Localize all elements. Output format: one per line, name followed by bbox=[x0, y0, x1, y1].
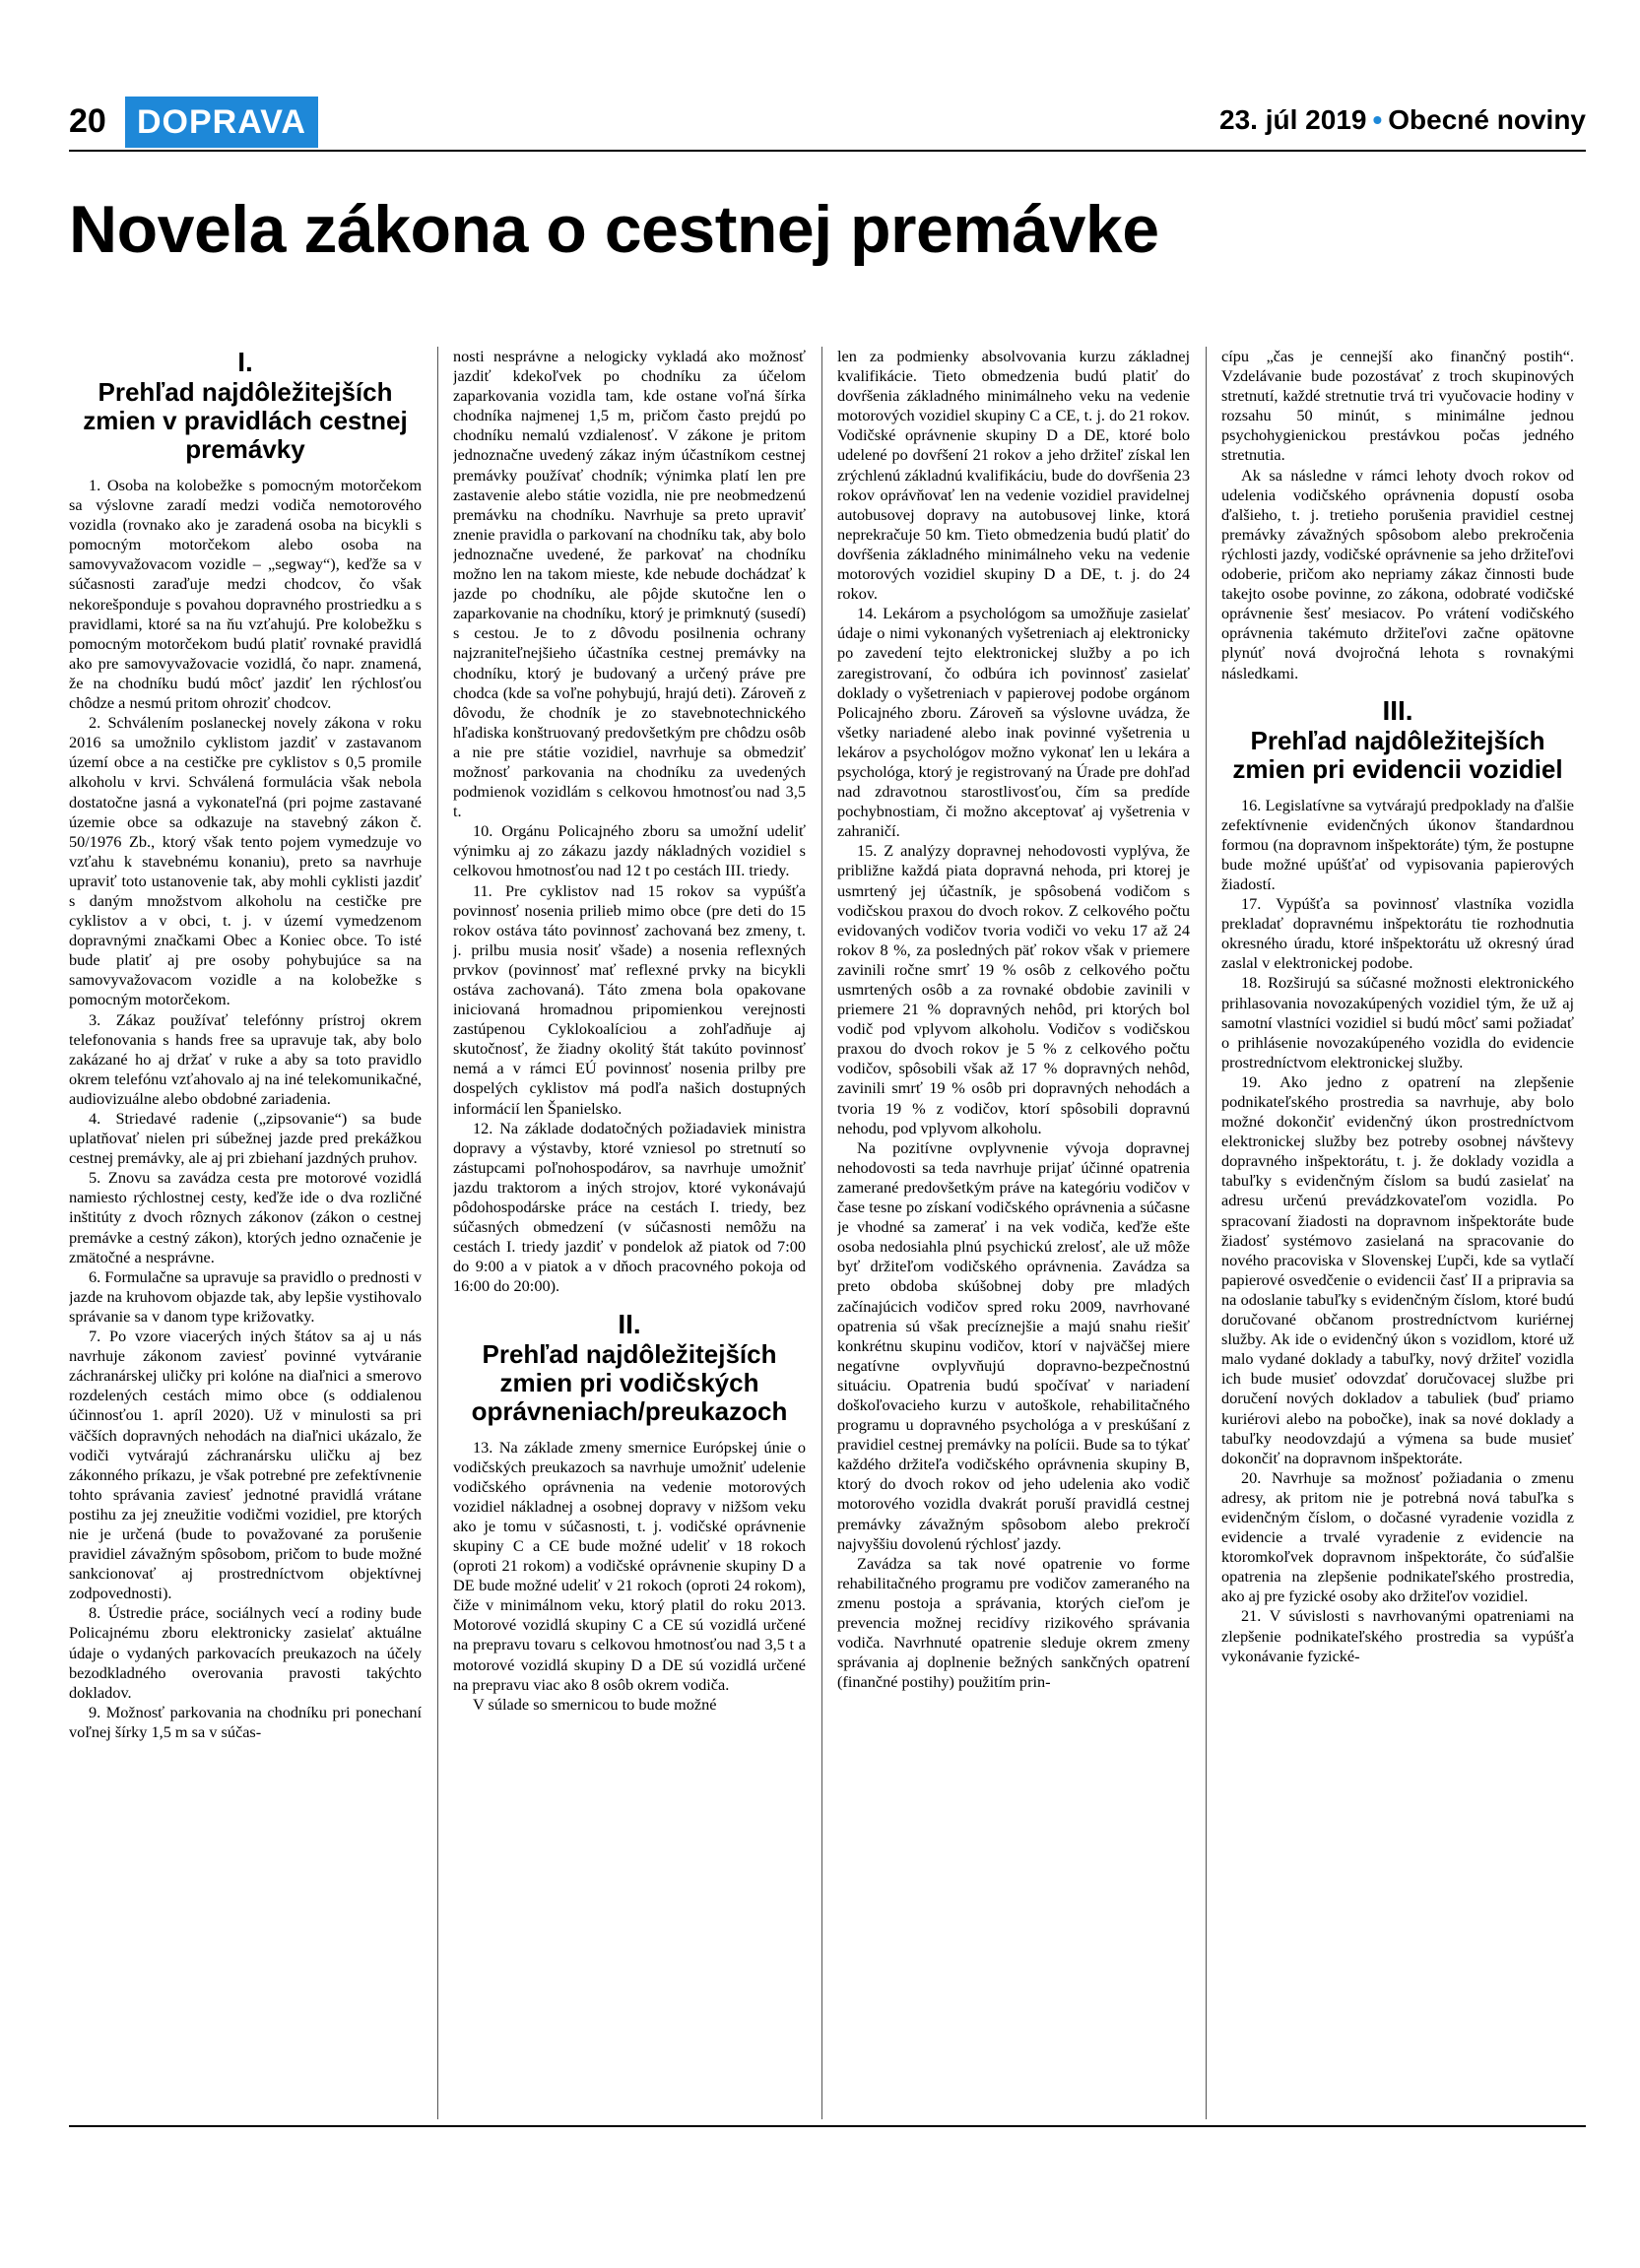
section-heading-1 bbox=[69, 347, 422, 464]
paragraph: Ak sa následne v rámci lehoty dvoch rokov od udelenia vodičského oprávnenia dopustí osoba ďalšieho, t. j. tretieho porušenia pravidiel cestnej premávky závažných spôsobom alebo prekročenia rýchlosti jazdy, vodičské oprávnenie sa jeho držiteľovi odoberie, pričom ako nepriamy zákaz činnosti bude takejto osobe povinne, zo zákona, odobraté vodičské oprávnenie šesť mesiacov. Po vrátení vodičského oprávnenia takémuto držiteľovi začne opätovne plynúť nová dvojročná lehota s rovnakými následkami. bbox=[1221, 465, 1574, 682]
column-4 bbox=[1221, 347, 1574, 2111]
column-divider bbox=[437, 347, 438, 2119]
paragraph: 7. Po vzore viacerých iných štátov sa aj u nás navrhuje zákonom zaviesť povinné vytváranie záchranárskej uličky pri kolóne na diaľnici a smerovo rozdelených cestách mimo obce (s oddialenou účinnosťou 1. apríl 2020). Už v minulosti sa pri väčších dopravných nehodách na diaľnici ukázalo, že vodiči vytvárajú záchranársku uličku aj bez zákonného príkazu, je však potrebné pre zefektívnenie tohto správania zaviesť jednotné pravidlá vrátane postihu za jej zneužitie vodičmi vozidiel, pre ktorých nie je určená (bude to považované za porušenie pravidiel závažným spôsobom, pričom to bude možné sankcionovať aj prostredníctvom objektívnej zodpovednosti). bbox=[69, 1327, 422, 1603]
column-1 bbox=[69, 347, 422, 2111]
paragraph: 9. Možnosť parkovania na chodníku pri ponechaní voľnej šírky 1,5 m sa v súčas- bbox=[69, 1702, 422, 1741]
section-number: III. bbox=[1382, 694, 1413, 726]
paragraph: 16. Legislatívne sa vytvárajú predpoklady na ďalšie zefektívnenie evidenčných úkonov štandardnou formou (na dopravnom inšpektoráte) tým, že postupne bude možné upúšťať od vypisovania papierových žiadostí. bbox=[1221, 795, 1574, 893]
paragraph: Na pozitívne ovplyvnenie vývoja dopravnej nehodovosti sa teda navrhuje prijať účinné opatrenia zamerané predovšetkým práve na kategóriu vodičov v čase tesne po získaní vodičského oprávnenia a súčasne je vhodné sa zamerať i na vek vodiča, keďže ešte osoba nedosiahla plnú psychickú zrelosť, ale už môže byť držiteľom vodičského oprávnenia. Zavádza sa preto obdoba skúšobnej doby pre mladých začínajúcich vodičov spred roku 2009, navrhované opatrenia sú však precíznejšie a majú snahu riešiť konkrétnu skupinu vodičov, ktorí v najväčšej miere negatívne ovplyvňujú dopravno-bezpečnostnú situáciu. Opatrenia budú spočívať v nariadení doškoľovacieho kurzu v autoškole, rehabilitačného programu u dopravného psychológa a v preskúšaní z pravidiel cestnej premávky na polícii. Bude sa to týkať každého držiteľa vodičského oprávnenia skupiny B, ktorý do dvoch rokov od jeho udelenia ako vodič motorového vozidla dvakrát poruší pravidlá cestnej premávky závažným spôsobom alebo prekročí najvyššiu dovolenú rýchlosť jazdy. bbox=[837, 1137, 1190, 1553]
paragraph: 3. Zákaz používať telefónny prístroj okrem telefonovania s hands free sa upravuje tak, aby bolo zakázané ho aj držať v ruke a aby sa toto pravidlo okrem telefónu vzťahovalo aj na iné telekomunikačné, audiovizuálne alebo obdobné zariadenia. bbox=[69, 1009, 422, 1108]
header-rule bbox=[69, 150, 1586, 152]
paragraph: 18. Rozširujú sa súčasné možnosti elektronického prihlasovania novozakúpených vozidiel tým, že už aj samotní vlastníci vozidiel si budú môcť sami požiadať o prihlásenie novozakúpeného vozidla do evidencie prostredníctvom elektronickej služby. bbox=[1221, 973, 1574, 1071]
paragraph: cípu „čas je cennejší ako finančný postih“. Vzdelávanie bude pozostávať z troch skupinových stretnutí, každé stretnutie trvá tri vyučovacie hodiny v rozsahu 50 minút, s minimálne jednou psychohygienickou prestávkou počas jedného stretnutia. bbox=[1221, 347, 1574, 465]
section-tag: DOPRAVA bbox=[125, 97, 318, 148]
paragraph: 19. Ako jedno z opatrení na zlepšenie podnikateľského prostredia sa navrhuje, aby bolo možné dokončiť evidenčný úkon prostredníctvom elektronickej služby bez potreby osobnej návštevy dopravného inšpektorátu, t. j. že doklady vozidla a tabuľky s evidenčným číslom sa budú zasielať na adresu určenú prevádzkovateľom vozidla. Po spracovaní žiadosti na dopravnom inšpektoráte bude žiadosť systémovo zasielaná na spracovanie do nového pracoviska v Slovenskej Ľupči, kde sa vytlačí papierové osvedčenie o evidencii časť II a pripravia sa na odoslanie tabuľky s evidenčným číslom, ktoré budú doručované občanom prostredníctvom kuriérnej služby. Ak ide o evidenčný úkon s vozidlom, ktoré už malo vydané doklady a tabuľky, nový držiteľ vozidla ich bude musieť odovzdať doručovacej službe pri doručení nových dokladov a tabuliek (buď priamo kuriérovi alebo na pobočke), inak sa nové doklady a tabuľky neodovzdajú a výmena sa bude musieť dokončiť na dopravnom inšpektoráte. bbox=[1221, 1071, 1574, 1467]
section-title: Prehľad najdôležitejších zmien pri evidencii vozidiel bbox=[1232, 725, 1563, 784]
column-3 bbox=[837, 347, 1190, 2111]
column-divider bbox=[821, 347, 822, 2119]
issue-info bbox=[1219, 104, 1586, 136]
paragraph: 1. Osoba na kolobežke s pomocným motorčekom sa výslovne zaradí medzi vodiča nemotorového vozidla (rovnako ako je zaradená osoba na bicykli s pomocným motorčekom alebo osoba na samovyvažovacom vozidle – „segway“), keďže sa v súčasnosti zaraďuje medzi chodcov, čo však nekorešponduje s povahou dopravného prostriedku a s pravidlami, ktoré sa na ňu vzťahujú. Pre kolobežku s pomocným motorčekom budú platiť rovnaké pravidlá ako pre samovyvažovacie vozidlá, čo napr. znamená, že na chodníku budú môcť jazdiť len rýchlosťou chôdze a nesmú pritom ohroziť chodcov. bbox=[69, 476, 422, 713]
issue-date: 23. júl 2019 bbox=[1219, 104, 1367, 135]
paragraph: 6. Formulačne sa upravuje sa pravidlo o prednosti v jazde na kruhovom objazde tak, aby lepšie vystihovalo správanie sa v danom type križovatky. bbox=[69, 1266, 422, 1326]
section-title: Prehľad najdôležitejších zmien v pravidlách cestnej premávky bbox=[83, 377, 408, 464]
paragraph: 10. Orgánu Policajného zboru sa umožní udeliť výnimku aj zo zákazu jazdy nákladných vozidiel s celkovou hmotnosťou nad 12 t po cestách III. triedy. bbox=[453, 821, 806, 880]
paragraph: 13. Na základe zmeny smernice Európskej únie o vodičských preukazoch sa navrhuje umožniť udelenie vodičského oprávnenia na vedenie motorových vozidiel nákladnej a osobnej dopravy v nižšom veku ako je tomu v súčasnosti, t. j. vodičské oprávnenie skupiny C a CE bude možné udeliť v 18 rokoch (oproti 21 rokom) a vodičské oprávnenie skupiny D a DE bude možné udeliť v 21 rokoch (oproti 24 rokom), čiže v minimálnom veku, ktorý platil do roku 2013. Motorové vozidlá skupiny C a CE sú vozidlá určené na prepravu tovaru s celkovou hmotnosťou nad 3,5 t a motorové vozidlá skupiny D a DE sú vozidlá určené na prepravu viac ako 8 osôb okrem vodiča. bbox=[453, 1437, 806, 1694]
paragraph: 21. V súvislosti s navrhovanými opatreniami na zlepšenie podnikateľského prostredia sa vypúšťa vykonávanie fyzické- bbox=[1221, 1606, 1574, 1665]
section-number: I. bbox=[237, 347, 253, 377]
footer-rule bbox=[69, 2125, 1586, 2127]
section-number: II. bbox=[618, 1308, 641, 1339]
section-heading-3 bbox=[1221, 695, 1574, 784]
paragraph: 17. Vypúšťa sa povinnosť vlastníka vozidla prekladať dopravnému inšpektorátu tie rozhodnutia okresného úradu, ktoré inšpektorátu už okresný úrad zaslal v elektronickej podobe. bbox=[1221, 894, 1574, 973]
header-separator: • bbox=[1372, 104, 1383, 135]
paragraph: len za podmienky absolvovania kurzu základnej kvalifikácie. Tieto obmedzenia budú platiť do dovŕšenia základného minimálneho veku na vedenie motorových vozidiel skupiny C a CE, t. j. do 21 rokov. Vodičské oprávnenie skupiny D a DE, ktoré bolo udelené po dovŕšení 21 rokov a jeho držiteľ získal len zrýchlenú základnú kvalifikáciu, bude do dovŕšenia 23 rokov oprávňovať len na vedenie vozidiel pravidelnej autobusovej dopravy na autobusovej linke, ktorá neprekračuje 50 km. Tieto obmedzenia budú platiť do dovŕšenia základného minimálneho veku na vedenie motorových vozidiel skupiny D a DE, t. j. do 24 rokov. bbox=[837, 347, 1190, 604]
page-number: 20 bbox=[69, 102, 106, 140]
page-header bbox=[69, 97, 1586, 156]
section-title: Prehľad najdôležitejších zmien pri vodičských oprávneniach/preukazoch bbox=[471, 1338, 788, 1426]
publication-name: Obecné noviny bbox=[1388, 104, 1586, 135]
article-title: Novela zákona o cestnej premávke bbox=[69, 192, 1159, 267]
paragraph: nosti nesprávne a nelogicky vykladá ako možnosť jazdiť kdekoľvek po chodníku za účelom zaparkovania vozidla tam, kde ostane voľná šírka chodníka najmenej 1,5 m, pričom často prejdú po chodníku nemalú vzdialenosť. V zákone je pritom jednoznačne uvedený zákaz iným účastníkom cestnej premávky používať chodník; výnimka platí len pre zastavenie alebo státie vozidla, nie pre neobmedzenú premávku na chodníku. Navrhuje sa preto upraviť znenie pravidla o parkovaní na chodníku tak, aby bolo jednoznačne uvedené, že parkovať na chodníku možno len na takom mieste, kde nebude dochádzať k jazde po chodníku, ale pôjde skutočne len o zaparkovanie na chodníku, ktorý je primknutý (susedí) s cestou. Je to z dôvodu posilnenia ochrany najzraniteľnejšieho účastníka cestnej premávky na chodníku, ktorý je budovaný a určený práve pre chodca (kde sa voľne pohybujú, hrajú deti). Zároveň z dôvodu, že chodník je zo stavebnotechnického hľadiska konštruovaný predovšetkým pre chôdzu osôb a nie pre státie vozidiel, navrhuje sa obmedziť možnosť parkovania na chodníku za uvedených podmienok vozidlám s celkovou hmotnosťou nad 3,5 t. bbox=[453, 347, 806, 821]
paragraph: 14. Lekárom a psychológom sa umožňuje zasielať údaje o nimi vykonaných vyšetreniach aj elektronicky po zavedení tejto elektronickej služby a po ich zaregistrovaní, čo odbúra ich povinnosť zasielať doklady o vyšetreniach v papierovej podobe orgánom Policajného zboru. Zároveň sa výslovne uvádza, že všetky nariadené alebo inak povinné vyšetrenia u lekárov a psychológov možno vykonať len u lekára a psychológa, ktorý je registrovaný na Úrade pre dohľad nad zdravotnou starostlivosťou, čím sa predíde pochybnostiam, či možno akceptovať aj vyšetrenia v zahraničí. bbox=[837, 604, 1190, 841]
paragraph: 4. Striedavé radenie („zipsovanie“) sa bude uplatňovať nielen pri súbežnej jazde pred prekážkou cestnej premávky, ale aj pri zbiehaní jazdných pruhov. bbox=[69, 1109, 422, 1168]
section-heading-2 bbox=[453, 1309, 806, 1426]
column-divider bbox=[1206, 347, 1207, 2119]
paragraph: 11. Pre cyklistov nad 15 rokov sa vypúšťa povinnosť nosenia prilieb mimo obce (pre deti do 15 rokov ostáva táto povinnosť zachovaná bez zmeny, t. j. prilbu musia nosiť všade) a nosenia reflexných prvkov (povinnosť mať reflexné prvky na bicykli ostáva zachovaná). Táto zmena bola opakovane iniciovaná hromadnou pripomienkou verejnosti zastúpenou Cyklokoalíciou a zohľadňuje aj skutočnosť, že žiadny okolitý štát takúto povinnosť nemá a v rámci EÚ povinnosť nosenia prilby pre dospelých cyklistov má podľa našich dostupných informácií len Španielsko. bbox=[453, 880, 806, 1118]
column-2 bbox=[453, 347, 806, 2111]
paragraph: V súlade so smernicou to bude možné bbox=[473, 1694, 717, 1714]
paragraph: 20. Navrhuje sa možnosť požiadania o zmenu adresy, ak pritom nie je potrebná nová tabuľka s evidenčným číslom, o dočasné vyradenie vozidla z evidencie a trvalé vyradenie z evidencie na ktoromkoľvek dopravnom inšpektoráte, čo súďalšie opatrenia na zlepšenie podnikateľského prostredia, ako aj pre fyzické osoby ako držiteľov vozidiel. bbox=[1221, 1467, 1574, 1606]
paragraph: 15. Z analýzy dopravnej nehodovosti vyplýva, že približne každá piata dopravná nehoda, pri ktorej je usmrtený jej účastník, je spôsobená vodičom s vodičskou praxou do dvoch rokov. Z celkového počtu evidovaných vodičov tvoria vodiči vo veku 17 až 24 rokov 8 %, za posledných päť rokov však v priemere zavinili ročne smrť 19 % osôb z celkového počtu usmrtených osôb a za rovnaké obdobie zavinili v priemere 21 % dopravných nehôd, pri ktorých bol vodič pod vplyvom alkoholu. Vodičov s vodičskou praxou do dvoch rokov je 5 % z celkového počtu vodičov, spôsobili však až 17 % dopravných nehôd, zavinili smrť 19 % osôb pri dopravných nehodách a tvoria 19 % z vodičov, ktorí spôsobili dopravnú nehodu, pod vplyvom alkoholu. bbox=[837, 841, 1190, 1137]
paragraph: Zavádza sa tak nové opatrenie vo forme rehabilitačného programu pre vodičov zameraného na zmenu postoja a správania, ktorých cieľom je prevencia možnej recidívy rizikového správania vodiča. Navrhnuté opatrenie sleduje okrem zmeny správania aj doplnenie bežných sankčných opatrení (finančné postihy) použitím prin- bbox=[837, 1553, 1190, 1692]
paragraph: 5. Znovu sa zavádza cesta pre motorové vozidlá namiesto rýchlostnej cesty, keďže ide o dva rozličné inštitúty z dvoch rôznych zákonov (zákon o cestnej premávke a cestný zákon), ktorých jedno označenie je zmätočné a nesprávne. bbox=[69, 1168, 422, 1266]
paragraph: 2. Schválením poslaneckej novely zákona v roku 2016 sa umožnilo cyklistom jazdiť v zastavanom území obce a na cestičke pre cyklistov s 0,5 promile alkoholu v krvi. Schválená formulácia však nebola dostatočne jasná a vykonateľná (pri pojme zastavané územie obce sa odkazuje na stavebný zákon č. 50/1976 Zb., ktorý však tento pojem vymedzuje vo vzťahu k stavebnému konaniu), preto sa navrhuje upraviť toto ustanovenie tak, aby mohli cyklisti jazdiť s daným množstvom alkoholu na cestičke pre cyklistov a v obci, t. j. v území vymedzenom dopravnými značkami Obec a Koniec obce. To isté bude platiť aj pre osoby pohybujúce sa na samovyvažovacom vozidle a na kolobežke s pomocným motorčekom. bbox=[69, 713, 422, 1009]
paragraph: 12. Na základe dodatočných požiadaviek ministra dopravy a výstavby, ktoré vzniesol po stretnutí so zástupcami poľnohospodárov, sa navrhuje umožniť jazdu traktorom a iných strojov, ktoré vykonávajú pôdohospodárske práce na cestách I. triedy, bez súčasných obmedzení (v súčasnosti nemôžu na cestách I. triedy jazdiť v pondelok až piatok od 7:00 do 9:00 a v piatok a v dňoch pracovného pokoja od 16:00 do 20:00). bbox=[453, 1118, 806, 1296]
paragraph: 8. Ústredie práce, sociálnych vecí a rodiny bude Policajnému zboru elektronicky zasielať aktuálne údaje o vydaných parkovacích preukazoch na účely bezodkladného overovania pravosti takýchto dokladov. bbox=[69, 1603, 422, 1702]
